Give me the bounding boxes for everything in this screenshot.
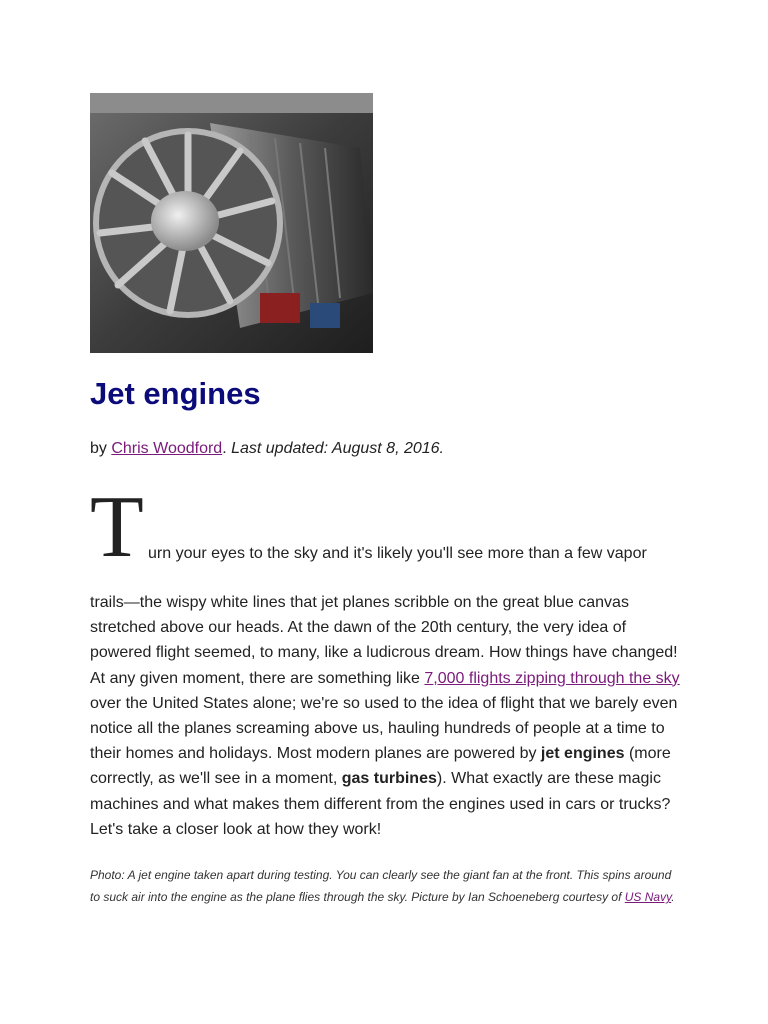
bold-gas-turbines: gas turbines	[341, 770, 437, 788]
photo-caption	[90, 864, 680, 908]
bold-jet-engines: jet engines	[540, 745, 625, 763]
author-link[interactable]: Chris Woodford	[111, 440, 223, 457]
paragraph-text-2: over the United States alone; we're so used to the idea of flight that we barely even notice all the planes screaming above us, hauling hundreds of people at a time to their homes and holidays. Most modern planes are powered by	[90, 694, 678, 763]
paragraph-text-4: ). What exactly are these magic machines and what makes them different from the engines used in cars or trucks? Let's take a closer look at how they work!	[90, 770, 671, 838]
us-navy-link[interactable]: US Navy	[624, 890, 672, 905]
page-title: Jet engines	[90, 376, 261, 411]
drop-cap: T	[90, 479, 144, 576]
first-line-text: urn your eyes to the sky and it's likely you'll see more than a few vapor	[148, 545, 647, 562]
caption-end: .	[671, 890, 675, 905]
intro-first-line	[90, 479, 680, 576]
jet-engine-photo	[90, 93, 373, 353]
paragraph-text-3: (more correctly, as we'll see in a moment,	[90, 745, 671, 788]
flights-link[interactable]: 7,000 flights zipping through the sky	[424, 669, 680, 687]
byline	[90, 439, 680, 459]
paragraph-text-1: trails—the wispy white lines that jet planes scribble on the great blue canvas stretched above our heads. At the dawn of the 20th century, the very idea of powered flight seemed, to many, like a ludicrous dream. How things have changed! At any given moment, there are something like	[90, 594, 678, 687]
article	[90, 93, 680, 920]
byline-prefix: by	[90, 440, 112, 457]
caption-text: Photo: A jet engine taken apart during testing. You can clearly see the giant fan at the front. This spins around to suck air into the engine as the plane flies through the sky. Picture by Ian Schoeneberg courtesy of	[90, 868, 672, 905]
intro-paragraph	[90, 590, 680, 842]
last-updated: Last updated: August 8, 2016.	[231, 440, 444, 457]
byline-separator: .	[222, 440, 232, 457]
